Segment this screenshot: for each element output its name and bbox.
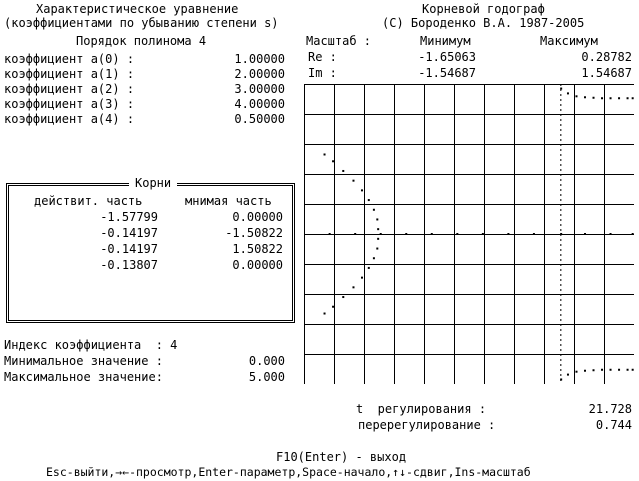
root-real: -0.13807 (100, 258, 158, 272)
re-min-value: -1.65063 (418, 50, 476, 64)
locus-point (610, 369, 612, 371)
roots-title: Корни (129, 175, 177, 191)
locus-point (567, 374, 569, 376)
coefficient-label: коэффициент a(3) : (4, 97, 135, 111)
locus-point (352, 286, 354, 288)
max-value[interactable]: 5.000 (248, 370, 285, 384)
locus-point (560, 233, 562, 235)
locus-point (354, 233, 356, 235)
locus-point (368, 199, 370, 201)
locus-point (584, 233, 586, 235)
locus-point (482, 233, 484, 235)
locus-point (618, 369, 620, 371)
locus-point (533, 233, 535, 235)
exit-hint: F10(Enter) - выход (276, 450, 407, 464)
locus-point (610, 97, 612, 99)
im-label: Im : (308, 66, 337, 80)
scale-max-header: Максимум (540, 34, 598, 48)
im-max-value: 1.54687 (581, 66, 632, 80)
root-imag: 0.00000 (232, 210, 283, 224)
locus-point (632, 369, 634, 371)
locus-point (627, 369, 629, 371)
root-real: -1.57799 (100, 210, 158, 224)
coefficient-value[interactable]: 1.00000 (234, 52, 285, 66)
locus-point (632, 97, 634, 99)
locus-point (376, 218, 378, 220)
settling-time-value: 21.728 (588, 402, 632, 416)
locus-point (352, 180, 354, 182)
locus-point (361, 277, 363, 279)
locus-point (610, 233, 612, 235)
coefficient-value[interactable]: 0.50000 (234, 112, 285, 126)
locus-point (632, 233, 634, 235)
re-label: Re : (308, 50, 337, 64)
coefficient-label: коэффициент a(4) : (4, 112, 135, 126)
root-real: -0.14197 (100, 226, 158, 240)
im-min-value: -1.54687 (418, 66, 476, 80)
locus-point (342, 296, 344, 298)
locus-point (332, 160, 334, 162)
re-max-value: 0.28782 (581, 50, 632, 64)
locus-point (584, 370, 586, 372)
locus-point (601, 97, 603, 99)
locus-point (560, 88, 562, 90)
overshoot-value: 0.744 (595, 418, 632, 432)
root-imag: 0.00000 (232, 258, 283, 272)
locus-point (332, 306, 334, 308)
coefficient-label: коэффициент a(0) : (4, 52, 135, 66)
locus-point (560, 378, 562, 380)
locus-point (627, 97, 629, 99)
locus-point (373, 257, 375, 259)
locus-point (575, 371, 577, 373)
keys-hint: Esc-выйти,→←-просмотр,Enter-параметр,Space-начало,↑↓-сдвиг,Ins-масштаб (46, 465, 531, 479)
roots-real-header: действит. часть (34, 194, 143, 208)
scale-min-header: Минимум (420, 34, 471, 48)
locus-point (593, 97, 595, 99)
locus-point (601, 369, 603, 371)
coefficient-label: коэффициент a(2) : (4, 82, 135, 96)
coefficient-index[interactable]: Индекс коэффициента : 4 (4, 338, 178, 352)
locus-point (377, 228, 379, 230)
max-value-label: Максимальное значение: (4, 370, 163, 384)
polynomial-order: Порядок полинома 4 (76, 34, 207, 48)
locus-point (342, 170, 344, 172)
coefficient-value[interactable]: 4.00000 (234, 97, 285, 111)
locus-point (377, 238, 379, 240)
locus-point (575, 95, 577, 97)
locus-point (304, 233, 305, 235)
locus-point (380, 233, 382, 235)
overshoot-label: перерегулирование : (358, 418, 496, 432)
locus-point (361, 189, 363, 191)
root-real: -0.14197 (100, 242, 158, 256)
copyright: (С) Бороденко В.А. 1987-2005 (382, 16, 585, 30)
locus-point (584, 96, 586, 98)
locus-point (376, 248, 378, 250)
min-value[interactable]: 0.000 (248, 354, 285, 368)
coefficient-value[interactable]: 3.00000 (234, 82, 285, 96)
locus-point (618, 97, 620, 99)
roots-imag-header: мнимая часть (185, 194, 272, 208)
min-value-label: Минимальное значение : (4, 354, 163, 368)
root-locus-plot[interactable] (304, 84, 634, 384)
locus-point (373, 209, 375, 211)
root-imag: 1.50822 (232, 242, 283, 256)
locus-point (507, 233, 509, 235)
locus-point (405, 233, 407, 235)
equation-title: Характеристическое уравнение (36, 2, 239, 16)
app-title: Корневой годограф (422, 2, 545, 16)
root-imag: -1.50822 (225, 226, 283, 240)
locus-point (324, 313, 326, 315)
locus-point (329, 233, 331, 235)
equation-subtitle: (коэффициентами по убыванию степени s) (4, 16, 279, 30)
settling-time-label: t регулирования : (356, 402, 487, 416)
locus-point (593, 369, 595, 371)
locus-point (431, 233, 433, 235)
coefficient-label: коэффициент a(1) : (4, 67, 135, 81)
locus-point (567, 92, 569, 94)
locus-point (368, 267, 370, 269)
coefficient-value[interactable]: 2.00000 (234, 67, 285, 81)
locus-point (456, 233, 458, 235)
locus-point (324, 153, 326, 155)
scale-label: Масштаб : (306, 34, 372, 48)
